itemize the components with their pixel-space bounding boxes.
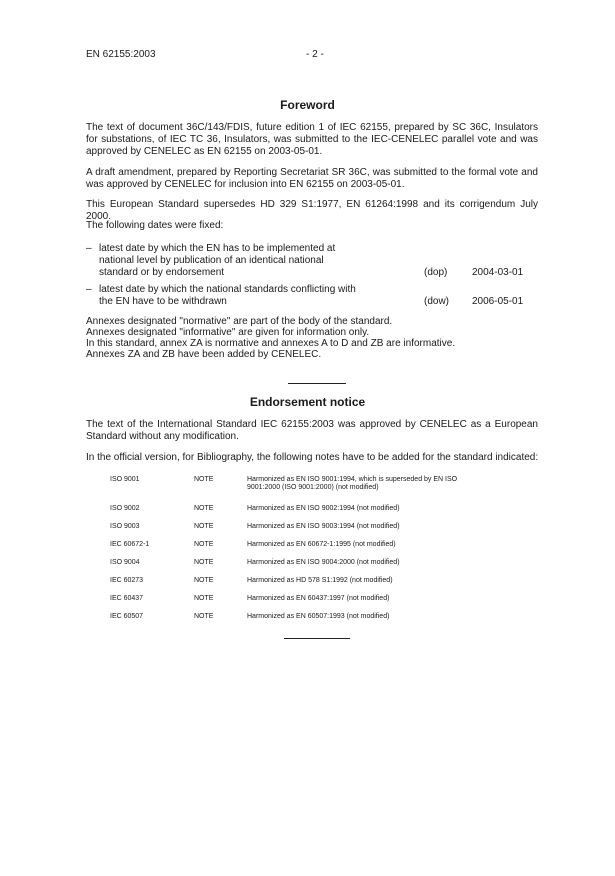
reference-standard: ISO 9002: [110, 505, 140, 512]
annex-line-2: Annexes designated "informative" are given for information only.: [86, 327, 370, 338]
list-dash: –: [86, 284, 92, 295]
reference-note-label: NOTE: [194, 559, 214, 566]
reference-harmonized: Harmonized as EN ISO 9004:2000 (not modified): [247, 559, 400, 566]
reference-standard: IEC 60672-1: [110, 541, 150, 548]
document-id: EN 62155:2003: [86, 49, 156, 60]
reference-standard: ISO 9004: [110, 559, 140, 566]
date-description: latest date by which the EN has to be implemented at national level by publication of an identical national standard or by endorsement: [99, 243, 336, 278]
page-number: - 2 -: [306, 49, 324, 60]
date-value: 2004-03-01: [472, 267, 524, 278]
reference-standard: IEC 60507: [110, 613, 144, 620]
reference-standard: IEC 60273: [110, 577, 144, 584]
endorsement-paragraph-1: The text of the International Standard IEC 62155:2003 was approved by CENELEC as a European Standard without any modification.: [86, 419, 538, 442]
annex-line-3: In this standard, annex ZA is normative and annexes A to D and ZB are informative.: [86, 338, 456, 349]
foreword-title: Foreword: [280, 98, 335, 112]
reference-harmonized: Harmonized as EN ISO 9001:1994, which is superseded by EN ISO 9001:2000 (ISO 9001:2000) (not modified): [247, 476, 458, 491]
end-divider: [284, 638, 350, 639]
date-value: 2006-05-01: [472, 296, 524, 307]
foreword-paragraph-2: A draft amendment, prepared by Reporting Secretariat SR 36C, was submitted to the formal vote and was approved by CENELEC for inclusion into EN 62155 on 2003-05-01.: [86, 167, 538, 190]
date-item-dop: [86, 243, 538, 279]
reference-harmonized: Harmonized as EN 60437:1997 (not modified): [247, 595, 390, 602]
date-abbreviation: (dow): [424, 296, 450, 307]
reference-harmonized: Harmonized as HD 578 S1:1992 (not modified): [247, 577, 393, 584]
section-divider: [288, 383, 346, 384]
reference-harmonized: Harmonized as EN 60507:1993 (not modified): [247, 613, 390, 620]
reference-standard: IEC 60437: [110, 595, 144, 602]
annex-line-4: Annexes ZA and ZB have been added by CENELEC.: [86, 349, 322, 360]
reference-note-label: NOTE: [194, 505, 214, 512]
endorsement-title: Endorsement notice: [249, 395, 366, 409]
reference-harmonized: Harmonized as EN ISO 9003:1994 (not modified): [247, 523, 400, 530]
reference-standard: ISO 9003: [110, 523, 140, 530]
reference-harmonized: Harmonized as EN 60672-1:1995 (not modified): [247, 541, 396, 548]
reference-note-label: NOTE: [194, 523, 214, 530]
date-description: latest date by which the national standards conflicting with the EN have to be withdrawn: [99, 284, 356, 307]
foreword-paragraph-4: The following dates were fixed:: [86, 220, 224, 231]
reference-note-label: NOTE: [194, 595, 214, 602]
date-item-dow: [86, 284, 538, 308]
reference-note-label: NOTE: [194, 476, 214, 483]
reference-note-label: NOTE: [194, 541, 214, 548]
reference-harmonized: Harmonized as EN ISO 9002:1994 (not modified): [247, 505, 400, 512]
list-dash: –: [86, 243, 92, 254]
reference-note-label: NOTE: [194, 613, 214, 620]
endorsement-paragraph-2: In the official version, for Bibliography, the following notes have to be added for the standard indicated:: [86, 452, 539, 463]
annex-line-1: Annexes designated "normative" are part of the body of the standard.: [86, 316, 393, 327]
foreword-paragraph-3: This European Standard supersedes HD 329 S1:1977, EN 61264:1998 and its corrigendum July 2000.: [86, 199, 538, 222]
foreword-paragraph-1: The text of document 36C/143/FDIS, future edition 1 of IEC 62155, prepared by SC 36C, Insulators for substations, of IEC TC 36, Insulators, was submitted to the IEC-CENELEC parallel vote and was approved by CENELEC as EN 62155 on 2003-05-01.: [86, 122, 538, 157]
reference-note-label: NOTE: [194, 577, 214, 584]
date-abbreviation: (dop): [424, 267, 448, 278]
reference-standard: ISO 9001: [110, 476, 140, 483]
